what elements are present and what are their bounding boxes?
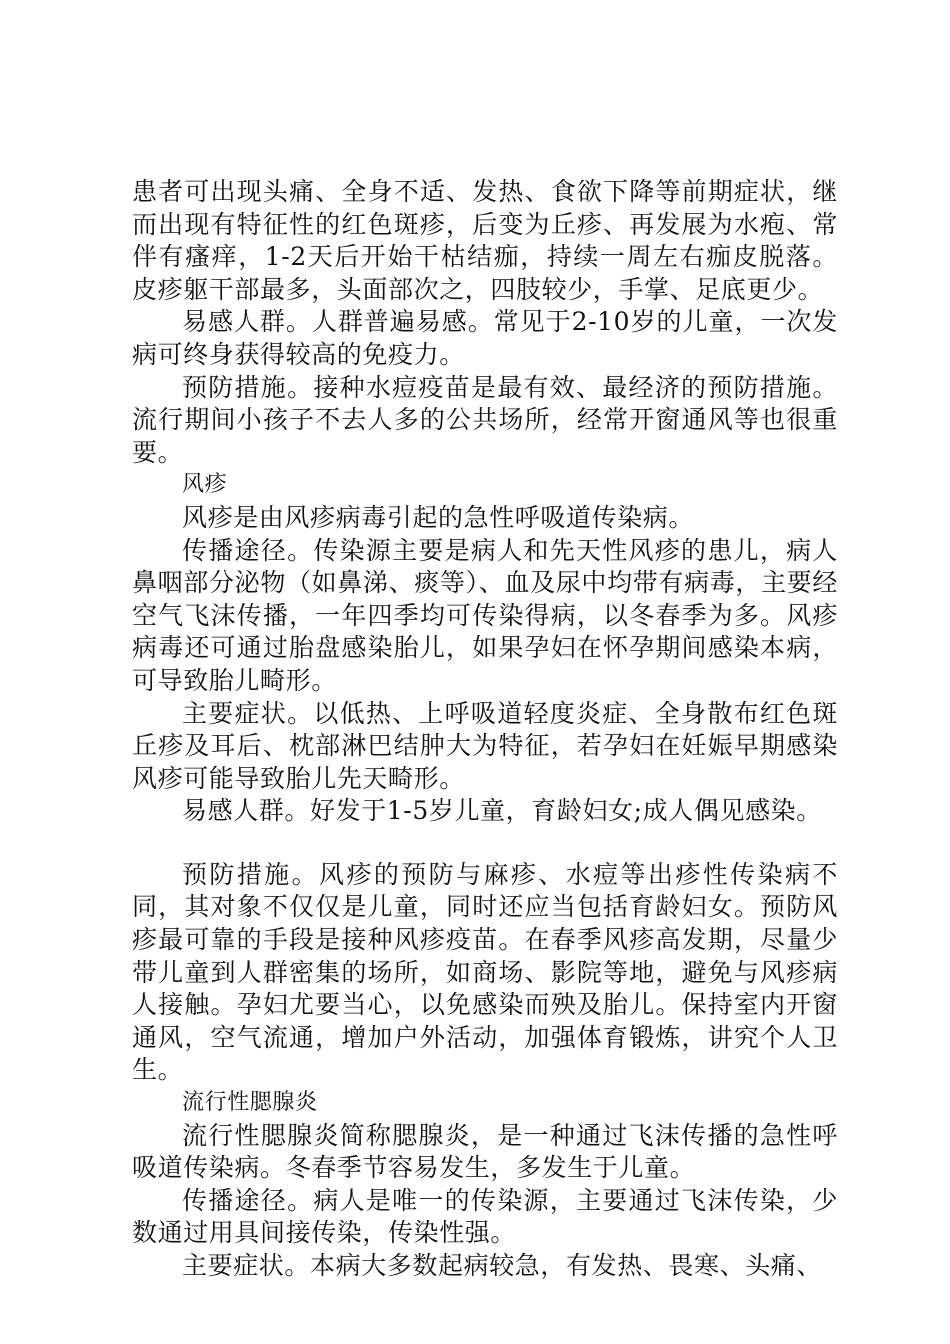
paragraph-mumps-symptoms: 主要症状。本病大多数起病较急，有发热、畏寒、头痛、 xyxy=(182,1251,823,1280)
paragraph-chickenpox-symptoms: 患者可出现头痛、全身不适、发热、食欲下降等前期症状，继而出现有特征性的红色斑疹，后变为丘疹、再发展为水疱、常伴有瘙痒，1-2天后开始干枯结痂，持续一周左右痂皮脱落。皮疹躯干部最多，头面部次之，四肢较少，手掌、足底更少。 xyxy=(132,177,838,304)
paragraph-rubella-susceptible: 易感人群。好发于1-5岁儿童，育龄妇女;成人偶见感染。 xyxy=(182,796,822,826)
paragraph-chickenpox-susceptible: 易感人群。人群普遍易感。常见于2-10岁的儿童，一次发病可终身获得较高的免疫力。 xyxy=(132,307,838,369)
paragraph-mumps-transmission: 传播途径。病人是唯一的传染源，主要通过飞沫传染，少数通过用具间接传染，传染性强。 xyxy=(132,1185,838,1248)
paragraph-gap xyxy=(132,828,838,859)
paragraph-rubella-intro: 风疹是由风疹病毒引起的急性呼吸道传染病。 xyxy=(182,502,695,532)
section-heading-rubella: 风疹 xyxy=(182,472,228,498)
paragraph-chickenpox-prevention: 预防措施。接种水痘疫苗是最有效、最经济的预防措施。流行期间小孩子不去人多的公共场所，经常开窗通风等也很重要。 xyxy=(132,372,838,467)
section-heading-mumps: 流行性腮腺炎 xyxy=(182,1090,318,1116)
paragraph-mumps-intro: 流行性腮腺炎简称腮腺炎，是一种通过飞沫传播的急性呼吸道传染病。冬春季节容易发生，多发生于儿童。 xyxy=(132,1120,838,1183)
document-body xyxy=(132,176,838,1283)
paragraph-rubella-transmission: 传播途径。传染源主要是病人和先天性风疹的患儿，病人鼻咽部分泌物（如鼻涕、痰等）、血及尿中均带有病毒，主要经空气飞沫传播，一年四季均可传染得病，以冬春季为多。风疹病毒还可通过胎盘感染胎儿，如果孕妇在怀孕期间感染本病，可导致胎儿畸形。 xyxy=(132,535,838,695)
paragraph-rubella-prevention: 预防措施。风疹的预防与麻疹、水痘等出疹性传染病不同，其对象不仅仅是儿童，同时还应当包括育龄妇女。预防风疹最可靠的手段是接种风疹疫苗。在春季风疹高发期，尽量少带儿童到人群密集的场所，如商场、影院等地，避免与风疹病人接触。孕妇尤要当心，以免感染而殃及胎儿。保持室内开窗通风，空气流通，增加户外活动，加强体育锻炼，讲究个人卫生。 xyxy=(132,859,838,1085)
paragraph-rubella-symptoms: 主要症状。以低热、上呼吸道轻度炎症、全身散布红色斑丘疹及耳后、枕部淋巴结肿大为特征，若孕妇在妊娠早期感染风疹可能导致胎儿先天畸形。 xyxy=(132,698,838,793)
